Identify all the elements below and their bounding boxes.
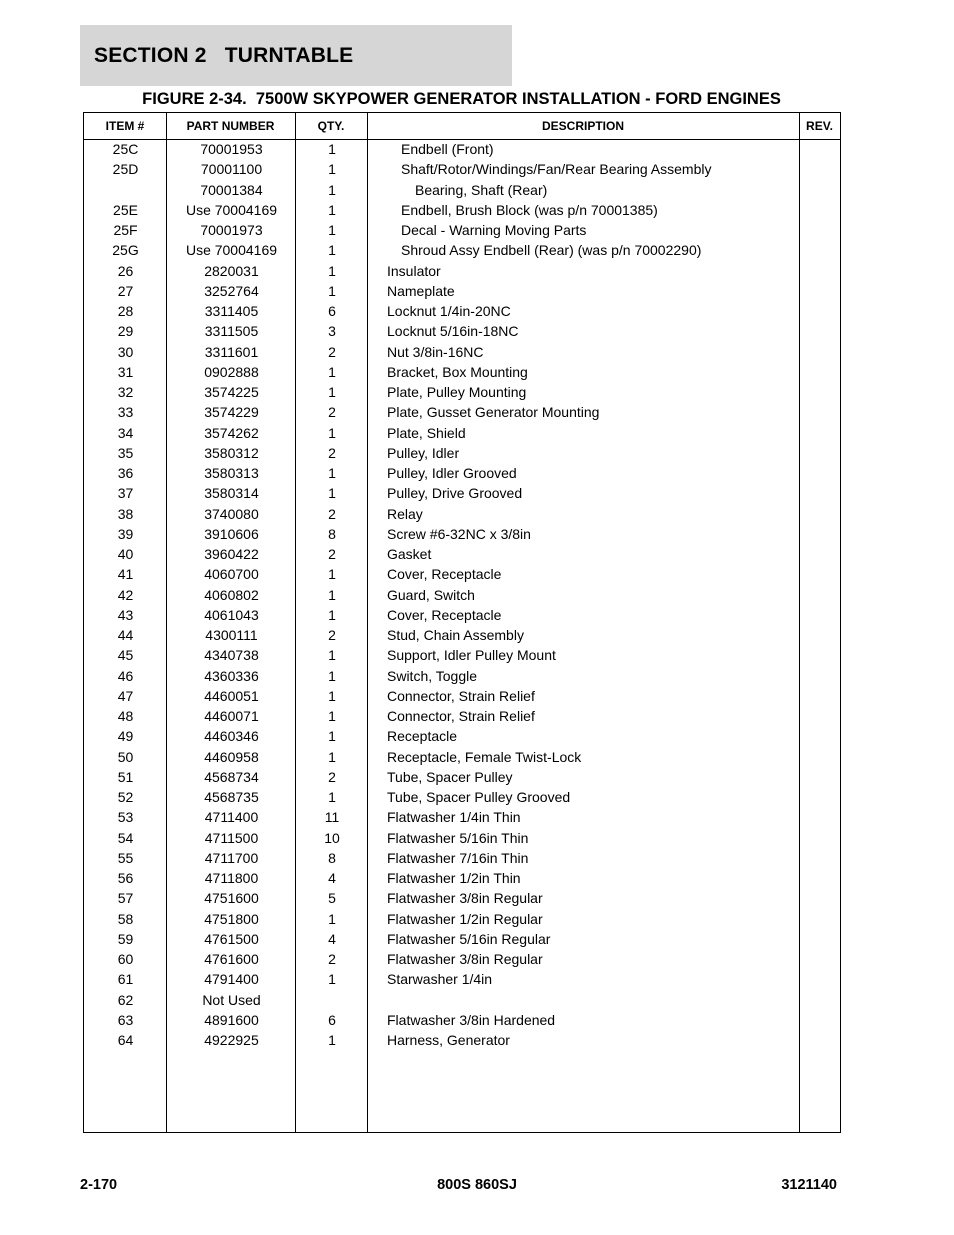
part-number-cell: 70001953 bbox=[200, 141, 263, 157]
item-number-cell: 52 bbox=[117, 789, 134, 805]
description-cell: Locknut 1/4in-20NC bbox=[387, 303, 511, 319]
item-number-cell: 42 bbox=[117, 586, 134, 603]
description-cell: Pulley, Idler Grooved bbox=[387, 465, 517, 481]
table-row bbox=[84, 890, 840, 910]
table-row bbox=[84, 222, 840, 242]
item-number-cell: 25F bbox=[113, 222, 138, 238]
item-number-cell: 26 bbox=[117, 262, 134, 279]
part-number-cell: 4891600 bbox=[204, 1011, 259, 1028]
item-number-cell: 56 bbox=[117, 870, 134, 886]
part-number-cell: 0902888 bbox=[204, 363, 259, 380]
part-number-cell: 4061043 bbox=[204, 606, 259, 623]
description-cell: Stud, Chain Assembly bbox=[387, 627, 524, 643]
part-number-cell: 4460051 bbox=[204, 687, 259, 704]
table-row bbox=[84, 830, 840, 850]
quantity-cell: 4 bbox=[328, 870, 336, 886]
description-cell: Tube, Spacer Pulley bbox=[387, 768, 513, 785]
description-cell: Pulley, Drive Grooved bbox=[387, 485, 523, 502]
table-row bbox=[84, 931, 840, 951]
item-number-cell: 50 bbox=[117, 748, 134, 765]
part-number-cell: 3580313 bbox=[204, 465, 259, 481]
table-row bbox=[84, 323, 840, 343]
table-row bbox=[84, 870, 840, 890]
figure-title: FIGURE 2-34. 7500W SKYPOWER GENERATOR INSTALLATION - FORD ENGINES bbox=[142, 90, 781, 108]
description-cell: Screw #6-32NC x 3/8in bbox=[387, 525, 531, 542]
table-row bbox=[84, 445, 840, 465]
item-number-cell: 29 bbox=[117, 323, 134, 340]
item-number-cell: 27 bbox=[117, 282, 134, 299]
quantity-cell: 1 bbox=[328, 586, 336, 603]
description-cell: Gasket bbox=[387, 546, 432, 562]
item-number-cell: 58 bbox=[117, 910, 134, 927]
part-number-cell: 4711800 bbox=[204, 870, 259, 886]
item-number-cell: 49 bbox=[117, 728, 134, 745]
table-row bbox=[84, 485, 840, 505]
part-number-cell: Not Used bbox=[202, 991, 261, 1008]
header-part-number: PART NUMBER bbox=[186, 119, 275, 133]
quantity-cell: 1 bbox=[328, 161, 336, 178]
table-row bbox=[84, 951, 840, 971]
part-number-cell: 4460958 bbox=[204, 748, 259, 765]
quantity-cell: 1 bbox=[328, 647, 336, 664]
quantity-cell: 2 bbox=[328, 404, 336, 421]
part-number-cell: Use 70004169 bbox=[185, 201, 278, 218]
part-number-cell: 3311405 bbox=[204, 303, 259, 319]
quantity-cell: 3 bbox=[328, 323, 336, 340]
quantity-cell: 1 bbox=[328, 606, 336, 623]
header-divider bbox=[84, 139, 840, 140]
part-number-cell: 3580314 bbox=[204, 485, 259, 502]
table-row bbox=[84, 283, 840, 303]
quantity-cell: 5 bbox=[328, 890, 336, 907]
part-number-cell: 4568735 bbox=[204, 789, 259, 805]
part-number-cell: 4761600 bbox=[204, 951, 259, 967]
part-number-cell: 4300111 bbox=[205, 627, 258, 643]
parts-table bbox=[83, 112, 841, 1133]
part-number-cell: 4360336 bbox=[204, 667, 259, 684]
model-name: 800S 860SJ bbox=[437, 1177, 517, 1193]
quantity-cell: 1 bbox=[328, 141, 336, 157]
part-number-cell: 3574262 bbox=[204, 424, 259, 441]
description-cell: Connector, Strain Relief bbox=[387, 708, 535, 724]
quantity-cell: 2 bbox=[328, 768, 336, 785]
quantity-cell: 1 bbox=[328, 485, 336, 502]
quantity-cell: 1 bbox=[328, 384, 336, 400]
item-number-cell: 53 bbox=[117, 809, 134, 826]
item-number-cell: 63 bbox=[117, 1011, 134, 1028]
document-number: 3121140 bbox=[781, 1177, 837, 1193]
item-number-cell: 25C bbox=[112, 141, 139, 157]
item-number-cell: 31 bbox=[117, 363, 134, 380]
quantity-cell: 1 bbox=[328, 687, 336, 704]
item-number-cell: 30 bbox=[117, 343, 134, 360]
part-number-cell: 4568734 bbox=[204, 768, 259, 785]
table-row bbox=[84, 425, 840, 445]
description-cell: Harness, Generator bbox=[387, 1032, 510, 1048]
description-cell: Plate, Gusset Generator Mounting bbox=[387, 404, 600, 421]
part-number-cell: 4460071 bbox=[204, 708, 259, 724]
description-cell: Flatwasher 3/8in Regular bbox=[387, 890, 543, 907]
item-number-cell: 61 bbox=[117, 971, 134, 988]
part-number-cell: 4751800 bbox=[204, 910, 259, 927]
description-cell: Flatwasher 1/4in Thin bbox=[387, 809, 521, 826]
item-number-cell: 57 bbox=[117, 890, 134, 907]
quantity-cell: 10 bbox=[324, 829, 340, 846]
quantity-cell: 4 bbox=[328, 930, 336, 947]
quantity-cell: 1 bbox=[328, 728, 336, 745]
quantity-cell: 11 bbox=[324, 809, 340, 826]
part-number-cell: 4711500 bbox=[204, 829, 259, 846]
quantity-cell: 2 bbox=[328, 951, 336, 967]
table-row bbox=[84, 971, 840, 991]
header-rev: REV. bbox=[806, 119, 833, 133]
table-row bbox=[84, 647, 840, 667]
part-number-cell: 4460346 bbox=[204, 728, 259, 745]
part-number-cell: 4751600 bbox=[204, 890, 259, 907]
quantity-cell: 1 bbox=[328, 465, 336, 481]
item-number-cell: 59 bbox=[117, 930, 134, 947]
description-cell: Receptacle bbox=[387, 728, 458, 745]
item-number-cell: 25G bbox=[112, 242, 139, 259]
quantity-cell: 1 bbox=[328, 971, 336, 988]
quantity-cell: 1 bbox=[328, 789, 336, 805]
page-number: 2-170 bbox=[80, 1177, 118, 1193]
description-cell: Nut 3/8in-16NC bbox=[387, 343, 484, 360]
quantity-cell: 1 bbox=[328, 363, 336, 380]
table-row bbox=[84, 566, 840, 586]
quantity-cell: 1 bbox=[328, 1032, 336, 1048]
item-number-cell: 33 bbox=[117, 404, 134, 421]
part-number-cell: 70001973 bbox=[200, 222, 263, 238]
description-cell: Flatwasher 7/16in Thin bbox=[387, 849, 529, 866]
description-cell: Bearing, Shaft (Rear) bbox=[415, 181, 548, 198]
quantity-cell: 1 bbox=[328, 910, 336, 927]
item-number-cell: 25D bbox=[112, 161, 139, 178]
description-cell: Connector, Strain Relief bbox=[387, 687, 535, 704]
table-row bbox=[84, 182, 840, 202]
table-row bbox=[84, 303, 840, 323]
part-number-cell: Use 70004169 bbox=[185, 242, 278, 259]
quantity-cell: 6 bbox=[328, 303, 336, 319]
description-cell: Plate, Pulley Mounting bbox=[387, 384, 527, 400]
description-cell: Plate, Shield bbox=[387, 424, 466, 441]
part-number-cell: 4060802 bbox=[204, 586, 259, 603]
part-number-cell: 3311601 bbox=[204, 343, 259, 360]
part-number-cell: 4922925 bbox=[204, 1032, 259, 1048]
item-number-cell: 48 bbox=[117, 708, 134, 724]
item-number-cell: 54 bbox=[117, 829, 134, 846]
item-number-cell: 62 bbox=[117, 991, 134, 1008]
part-number-cell: 3311505 bbox=[204, 323, 259, 340]
table-row bbox=[84, 992, 840, 1012]
quantity-cell: 6 bbox=[328, 1011, 336, 1028]
part-number-cell: 4711700 bbox=[204, 849, 259, 866]
quantity-cell: 2 bbox=[328, 627, 336, 643]
description-cell: Locknut 5/16in-18NC bbox=[387, 323, 519, 340]
table-row bbox=[84, 587, 840, 607]
description-cell: Bracket, Box Mounting bbox=[387, 363, 528, 380]
item-number-cell: 51 bbox=[117, 768, 134, 785]
table-row bbox=[84, 789, 840, 809]
description-cell: Flatwasher 3/8in Hardened bbox=[387, 1011, 556, 1028]
table-row bbox=[84, 506, 840, 526]
item-number-cell: 38 bbox=[117, 505, 134, 522]
item-number-cell: 25E bbox=[113, 201, 138, 218]
item-number-cell: 60 bbox=[117, 951, 134, 967]
table-row bbox=[84, 202, 840, 222]
quantity-cell: 2 bbox=[328, 343, 336, 360]
quantity-cell: 1 bbox=[328, 222, 336, 238]
table-row bbox=[84, 1032, 840, 1052]
table-row bbox=[84, 364, 840, 384]
part-number-cell: 2820031 bbox=[204, 262, 259, 279]
item-number-cell: 36 bbox=[117, 465, 134, 481]
part-number-cell: 3740080 bbox=[204, 505, 259, 522]
part-number-cell: 3574225 bbox=[204, 384, 259, 400]
part-number-cell: 70001384 bbox=[200, 181, 263, 198]
description-cell: Flatwasher 1/2in Regular bbox=[387, 910, 543, 927]
table-row bbox=[84, 668, 840, 688]
description-cell: Nameplate bbox=[387, 282, 455, 299]
item-number-cell: 55 bbox=[117, 849, 134, 866]
item-number-cell: 39 bbox=[117, 525, 134, 542]
description-cell: Endbell, Brush Block (was p/n 70001385) bbox=[401, 201, 658, 218]
description-cell: Endbell (Front) bbox=[401, 141, 494, 157]
table-row bbox=[84, 1012, 840, 1032]
quantity-cell: 1 bbox=[328, 667, 336, 684]
section-header bbox=[80, 25, 512, 86]
description-cell: Relay bbox=[387, 505, 423, 522]
item-number-cell: 32 bbox=[117, 384, 134, 400]
description-cell: Switch, Toggle bbox=[387, 667, 478, 684]
section-title: SECTION 2 TURNTABLE bbox=[94, 43, 354, 67]
description-cell: Starwasher 1/4in bbox=[387, 971, 493, 988]
description-cell: Cover, Receptacle bbox=[387, 566, 502, 583]
item-number-cell: 43 bbox=[117, 606, 134, 623]
header-item: ITEM # bbox=[105, 119, 145, 133]
description-cell: Flatwasher 1/2in Thin bbox=[387, 870, 521, 886]
table-row bbox=[84, 242, 840, 262]
item-number-cell: 45 bbox=[117, 647, 134, 664]
table-row bbox=[84, 141, 840, 161]
description-cell: Guard, Switch bbox=[387, 586, 475, 603]
table-row bbox=[84, 607, 840, 627]
quantity-cell: 1 bbox=[328, 424, 336, 441]
table-row bbox=[84, 546, 840, 566]
description-cell: Flatwasher 5/16in Regular bbox=[387, 930, 551, 947]
quantity-cell: 1 bbox=[328, 201, 336, 218]
table-row bbox=[84, 769, 840, 789]
part-number-cell: 3580312 bbox=[204, 444, 259, 461]
header-description: DESCRIPTION bbox=[541, 119, 624, 133]
part-number-cell: 4340738 bbox=[204, 647, 259, 664]
table-body bbox=[84, 141, 840, 1052]
table-row bbox=[84, 384, 840, 404]
part-number-cell: 3574229 bbox=[204, 404, 259, 421]
part-number-cell: 4791400 bbox=[204, 971, 259, 988]
part-number-cell: 4711400 bbox=[204, 809, 259, 826]
table-row bbox=[84, 809, 840, 829]
description-cell: Shaft/Rotor/Windings/Fan/Rear Bearing Assembly bbox=[401, 161, 712, 178]
table-row bbox=[84, 344, 840, 364]
quantity-cell: 1 bbox=[328, 262, 336, 279]
item-number-cell: 41 bbox=[117, 566, 134, 583]
item-number-cell: 47 bbox=[117, 687, 134, 704]
description-cell: Tube, Spacer Pulley Grooved bbox=[387, 789, 571, 805]
quantity-cell: 1 bbox=[328, 282, 336, 299]
quantity-cell: 2 bbox=[328, 546, 336, 562]
quantity-cell: 1 bbox=[328, 708, 336, 724]
table-row bbox=[84, 850, 840, 870]
item-number-cell: 34 bbox=[117, 424, 134, 441]
table-row bbox=[84, 749, 840, 769]
item-number-cell: 64 bbox=[117, 1032, 134, 1048]
header-qty: QTY. bbox=[317, 119, 345, 133]
description-cell: Shroud Assy Endbell (Rear) (was p/n 70002290) bbox=[401, 242, 702, 259]
description-cell: Decal - Warning Moving Parts bbox=[401, 222, 587, 238]
part-number-cell: 70001100 bbox=[200, 161, 263, 178]
description-cell: Insulator bbox=[387, 262, 441, 279]
description-cell: Support, Idler Pulley Mount bbox=[387, 647, 556, 664]
part-number-cell: 4060700 bbox=[204, 566, 259, 583]
quantity-cell: 8 bbox=[328, 525, 336, 542]
table-row bbox=[84, 526, 840, 546]
quantity-cell: 8 bbox=[328, 849, 336, 866]
table-row bbox=[84, 161, 840, 181]
description-cell: Flatwasher 3/8in Regular bbox=[387, 951, 543, 967]
description-cell: Pulley, Idler bbox=[387, 444, 460, 461]
item-number-cell: 44 bbox=[117, 627, 134, 643]
item-number-cell: 46 bbox=[117, 667, 134, 684]
quantity-cell: 2 bbox=[328, 505, 336, 522]
quantity-cell: 2 bbox=[328, 444, 336, 461]
quantity-cell: 1 bbox=[328, 181, 336, 198]
part-number-cell: 3960422 bbox=[204, 546, 259, 562]
quantity-cell: 1 bbox=[328, 566, 336, 583]
table-row bbox=[84, 627, 840, 647]
description-cell: Receptacle, Female Twist-Lock bbox=[387, 748, 582, 765]
part-number-cell: 4761500 bbox=[204, 930, 259, 947]
table-row bbox=[84, 263, 840, 283]
table-row bbox=[84, 911, 840, 931]
table-row bbox=[84, 728, 840, 748]
table-row bbox=[84, 404, 840, 424]
table-row bbox=[84, 465, 840, 485]
item-number-cell: 28 bbox=[117, 303, 134, 319]
description-cell: Flatwasher 5/16in Thin bbox=[387, 829, 529, 846]
table-row bbox=[84, 708, 840, 728]
item-number-cell: 35 bbox=[117, 444, 134, 461]
quantity-cell: 1 bbox=[328, 242, 336, 259]
quantity-cell: 1 bbox=[328, 748, 336, 765]
part-number-cell: 3910606 bbox=[204, 525, 259, 542]
item-number-cell: 37 bbox=[117, 485, 134, 502]
part-number-cell: 3252764 bbox=[204, 282, 259, 299]
item-number-cell: 40 bbox=[117, 546, 134, 562]
description-cell: Cover, Receptacle bbox=[387, 606, 502, 623]
table-row bbox=[84, 688, 840, 708]
